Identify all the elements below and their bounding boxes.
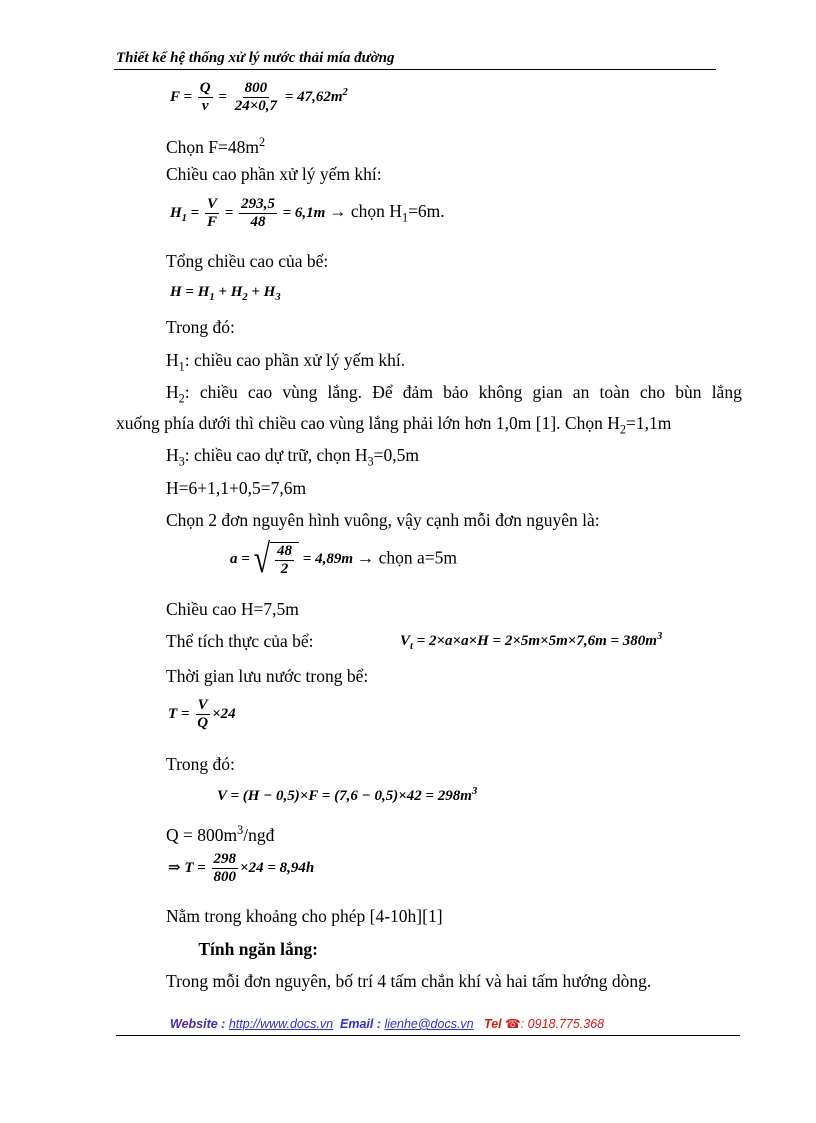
eq-f-result: = 47,62m xyxy=(284,88,343,105)
section-title: Tính ngăn lắng: xyxy=(198,939,319,959)
footer-rule xyxy=(116,1035,740,1036)
eq-a-math xyxy=(230,537,357,582)
equation-f xyxy=(170,80,348,115)
eq-h1-tail: =6m. xyxy=(408,200,445,221)
equation-t xyxy=(168,697,236,732)
eq-f-num1: Q xyxy=(199,80,211,96)
trong-do-label-1: Trong đó: xyxy=(166,317,235,337)
eq-vt-exp: 3 xyxy=(656,631,663,642)
eq-t2-lhs: ⇒ T = xyxy=(168,859,206,876)
eq-f-exp: 2 xyxy=(342,86,348,98)
eq-v-exp: 3 xyxy=(471,786,478,797)
h2-description-line2 xyxy=(116,412,671,441)
eq-vt-lhs: V xyxy=(400,633,411,649)
h3-description xyxy=(166,444,419,473)
eq-vt-expr: = 2×a×a×H = 2×5m×5m×7,6m = 380m xyxy=(416,633,657,649)
eq-f-den2: 24×0,7 xyxy=(234,98,278,114)
page-header-title: Thiết kế hệ thống xử lý nước thải mía đường xyxy=(116,50,395,66)
eq-a-frac xyxy=(275,543,294,578)
header-rule xyxy=(114,69,716,70)
eq-a-radicand xyxy=(270,542,299,578)
eq-h1-choice xyxy=(329,200,445,225)
eq-a-tail: chọn a=5m xyxy=(378,547,458,568)
chieu-cao-yem-khi-label: Chiều cao phần xử lý yếm khí: xyxy=(166,164,382,184)
eq-t2-frac xyxy=(212,851,239,886)
trong-do-label-2: Trong đó: xyxy=(166,754,235,774)
q-exp: 3 xyxy=(237,823,244,837)
eq-a-choice xyxy=(357,547,457,567)
eq-h1-arrow: → chọn H xyxy=(329,200,402,221)
h2-line2-a: xuống phía dưới thì chiều cao vùng lắng phải lớn hơn 1,0m [1]. Chọn H xyxy=(116,413,620,433)
eq-t-lhs: T = xyxy=(168,705,190,722)
h2-word: cao xyxy=(247,382,273,402)
h1-text: : chiều cao phần xử lý yếm khí. xyxy=(184,350,406,370)
q-a: Q = 800m xyxy=(166,824,238,845)
h2-sub: 2 xyxy=(178,391,185,406)
eq-h1-math xyxy=(170,196,329,230)
eq-a-result: = 4,89m xyxy=(302,551,353,568)
chon-f-exp: 2 xyxy=(259,135,266,149)
h2-word: toàn xyxy=(599,382,630,402)
h3-sub1: 3 xyxy=(178,454,185,469)
h2-line2-b: =1,1m xyxy=(625,413,672,433)
equation-vt xyxy=(400,631,662,652)
h-total-line: H=6+1,1+0,5=7,6m xyxy=(166,478,307,498)
h2-word: bùn xyxy=(675,382,702,402)
eq-t2-den: 800 xyxy=(213,869,237,885)
section-heading xyxy=(166,938,318,961)
eq-h1-result: = 6,1m xyxy=(282,204,326,221)
eq-h-p3: + H xyxy=(247,284,276,300)
arrow-right-icon: → xyxy=(356,547,375,568)
eq-vt-sub: t xyxy=(410,641,413,652)
eq-h1-num2: 293,5 xyxy=(241,196,275,212)
eq-h-s3: 3 xyxy=(275,292,281,303)
footer-website-label: Website : xyxy=(170,1017,226,1031)
h3-a: H xyxy=(166,445,179,465)
eq-h-p1: H = H xyxy=(170,284,210,300)
page-footer xyxy=(170,1016,604,1031)
eq-h1-eq1: = xyxy=(190,204,200,221)
equation-v xyxy=(217,786,477,805)
eq-t-tail: ×24 xyxy=(212,705,236,722)
h2-line2-sub: 2 xyxy=(619,422,626,437)
eq-a-num: 48 xyxy=(277,543,293,559)
q-b: /ngđ xyxy=(243,824,275,845)
phone-icon: ☎ xyxy=(505,1017,521,1031)
h3-sub2: 3 xyxy=(367,454,374,469)
equation-h-sum xyxy=(170,284,281,303)
eq-t2-num: 298 xyxy=(213,851,237,867)
equation-t2 xyxy=(168,851,314,886)
eq-h1-frac1 xyxy=(205,196,219,231)
h2-word: đảm xyxy=(402,382,433,402)
q-value-line xyxy=(166,819,274,846)
eq-f-frac1 xyxy=(198,80,213,115)
eq-a-sqrt xyxy=(253,537,299,582)
eq-f-frac2 xyxy=(233,80,279,115)
eq-v-expr: V = (H − 0,5)×F = (7,6 − 0,5)×42 = 298m xyxy=(217,788,472,804)
eq-h1-arrow-sub: 1 xyxy=(401,210,409,225)
eq-f-lhs: F xyxy=(170,88,180,105)
eq-h1-num1: V xyxy=(206,196,217,212)
h3-b: : chiều cao dự trữ, chọn H xyxy=(184,445,368,465)
eq-h-s2: 2 xyxy=(242,292,248,303)
h2-description-line1 xyxy=(166,381,742,410)
eq-t-den: Q xyxy=(197,715,209,731)
eq-a-lhs: a = xyxy=(230,551,250,568)
eq-h-p2: + H xyxy=(214,284,243,300)
h2-word: Để xyxy=(372,382,393,402)
footer-tel-number: : 0918.775.368 xyxy=(520,1017,605,1031)
eq-t-num: V xyxy=(197,697,208,713)
thoi-gian-luu-label: Thời gian lưu nước trong bể: xyxy=(166,666,369,686)
h2-word: lắng xyxy=(711,382,742,402)
footer-website-link[interactable]: http://www.docs.vn xyxy=(228,1017,334,1031)
footer-email-link[interactable]: lienhe@docs.vn xyxy=(384,1017,474,1031)
eq-f-eq2: = xyxy=(218,88,227,105)
eq-h1-lhs: H xyxy=(170,204,182,221)
chieu-cao-h-line: Chiều cao H=7,5m xyxy=(166,599,299,619)
eq-f-eq1: = xyxy=(183,88,193,105)
h2-word: không xyxy=(478,382,523,402)
chon-f-line xyxy=(166,131,265,158)
h1-description xyxy=(166,349,405,378)
h2-word-h xyxy=(166,381,190,410)
h2-word: gian xyxy=(532,382,563,402)
eq-h1-den1: F xyxy=(206,214,217,230)
eq-t-frac xyxy=(195,697,210,732)
h2-word: an xyxy=(572,382,590,402)
nam-trong-line: Nằm trong khoảng cho phép [4-10h][1] xyxy=(166,906,443,926)
equation-a xyxy=(230,537,458,582)
h1-letter: H xyxy=(166,350,179,370)
h1-sub: 1 xyxy=(178,359,185,374)
eq-f-den1: v xyxy=(201,98,209,114)
footer-email-label: Email : xyxy=(340,1017,381,1031)
h2-word: vùng xyxy=(282,382,318,402)
eq-h1-lhs-sub: 1 xyxy=(181,212,187,224)
chon-f-text: Chọn F=48m xyxy=(166,136,260,157)
equation-h1 xyxy=(170,196,445,231)
chon-don-nguyen-line: Chọn 2 đơn nguyên hình vuông, vậy cạnh mỗi đơn nguyên là: xyxy=(166,510,600,530)
sqrt-sign-icon: √ xyxy=(253,537,271,582)
eq-a-den: 2 xyxy=(280,561,289,577)
tong-chieu-cao-label: Tổng chiều cao của bể: xyxy=(166,251,329,271)
the-tich-label: Thể tích thực của bể: xyxy=(166,631,314,651)
eq-h1-den2: 48 xyxy=(250,214,266,230)
h2-word: chiều xyxy=(199,382,238,402)
eq-h1-eq2: = xyxy=(224,204,234,221)
eq-f-num2: 800 xyxy=(244,80,268,96)
h3-c: =0,5m xyxy=(373,445,419,465)
h2-word: cho xyxy=(639,382,666,402)
eq-h1-frac2 xyxy=(239,196,277,231)
h2-word: bảo xyxy=(443,382,469,402)
h2-letter: H xyxy=(166,382,179,402)
h2-word: lắng. xyxy=(327,382,363,402)
eq-t2-tail: ×24 = 8,94h xyxy=(240,859,315,876)
eq-h-s1: 1 xyxy=(209,292,215,303)
last-paragraph: Trong mỗi đơn nguyên, bố trí 4 tấm chắn khí và hai tấm hướng dòng. xyxy=(166,971,652,991)
footer-tel-label: Tel xyxy=(484,1017,502,1031)
h2-colon: : xyxy=(184,382,190,402)
